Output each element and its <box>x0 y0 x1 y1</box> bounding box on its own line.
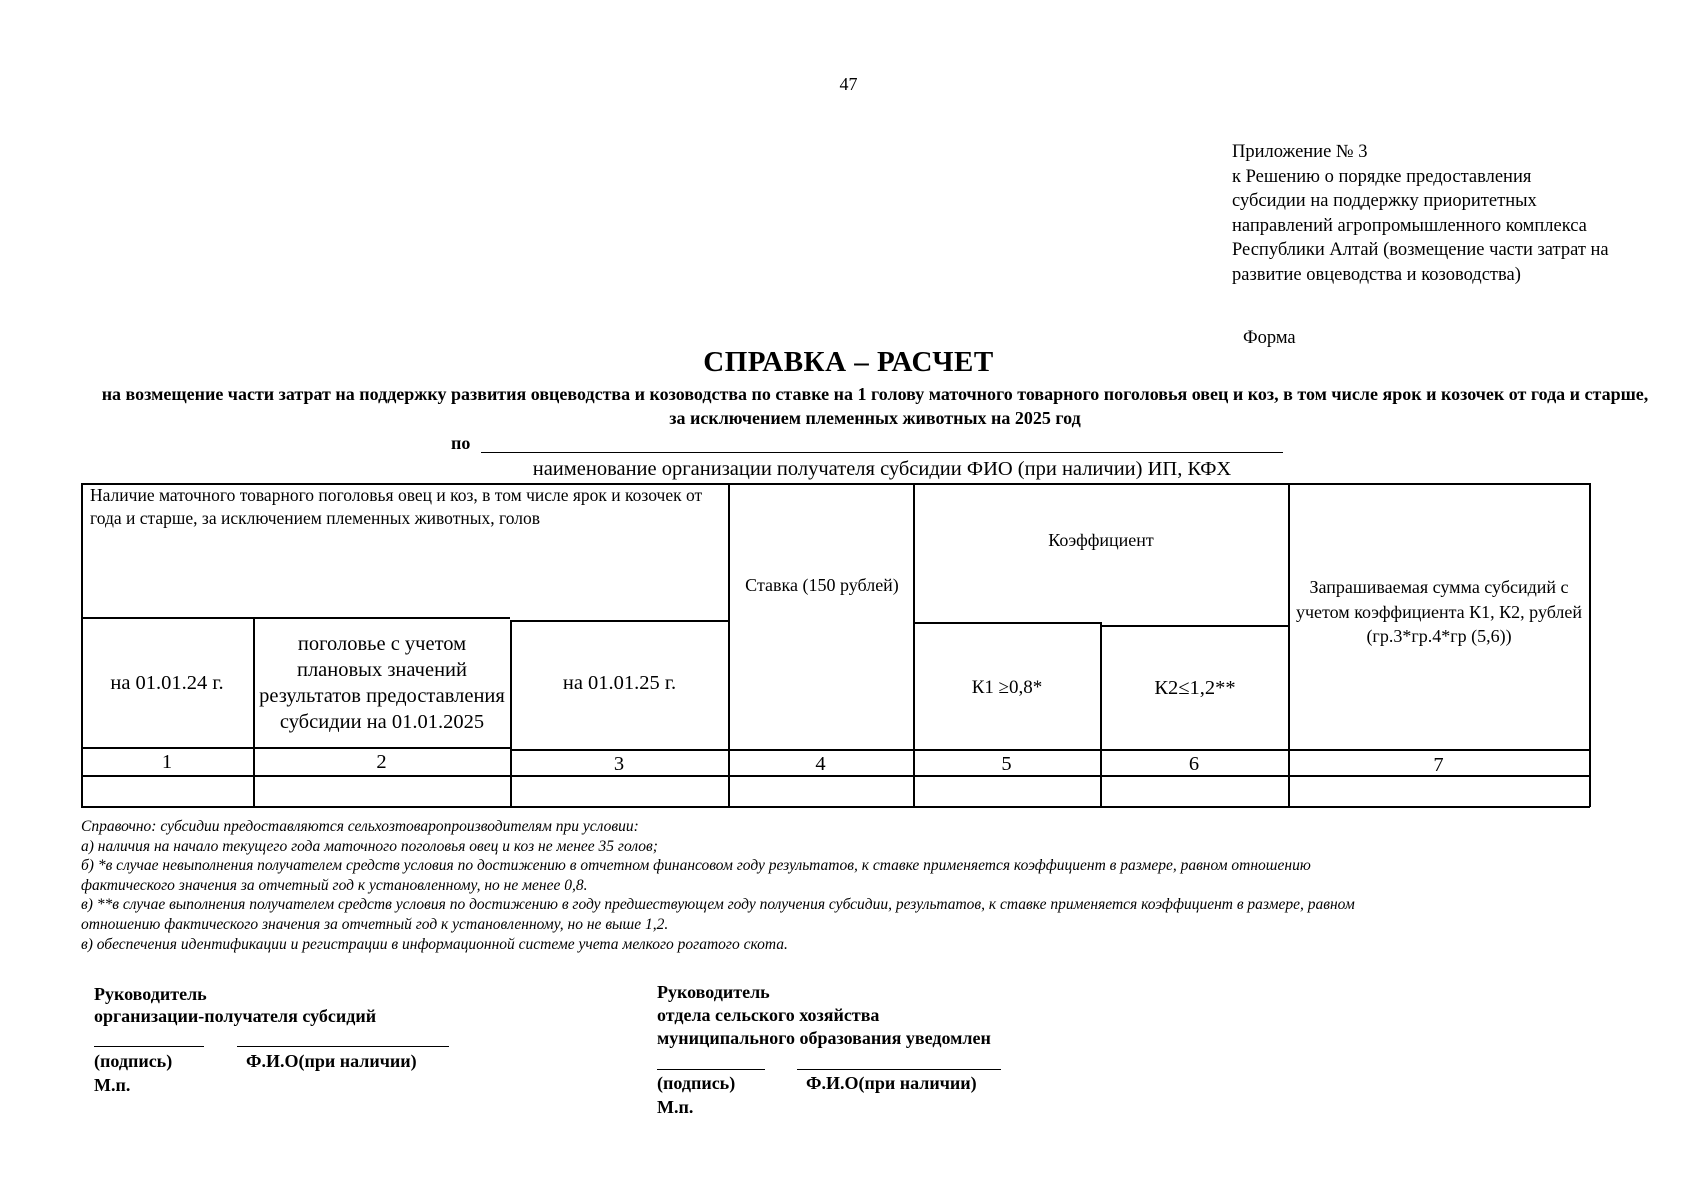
header-planned-livestock: поголовье с учетом плановых значений результатов предоставления субсидии на 01.01.2025 <box>259 633 505 733</box>
signature-line[interactable] <box>94 1046 204 1047</box>
header-coefficient: Коэффициент <box>1048 530 1154 550</box>
table-border-bottom <box>81 806 1590 808</box>
signer-title: Руководитель <box>657 982 770 1002</box>
data-cell-7[interactable] <box>1290 777 1588 805</box>
note-line: а) наличия на начало текущего года маточного поголовья овец и коз не менее 35 голов; <box>81 837 658 855</box>
header-livestock-availability: Наличие маточного товарного поголовья овец и коз, в том числе ярок и козочек от года и старше, за исключением племенных животных, голов <box>90 485 703 528</box>
reference-notes <box>81 817 1641 954</box>
name-line[interactable] <box>797 1069 1001 1070</box>
stamp-place: М.п. <box>657 1097 694 1117</box>
column-number: 7 <box>1433 754 1444 776</box>
column-number: 3 <box>613 753 625 775</box>
table-border-right <box>1589 483 1591 807</box>
note-line: отношению фактического значения за отчетный год к установленному, но не выше 1,2. <box>81 915 669 933</box>
header-date-2025: на 01.01.25 г. <box>562 671 677 694</box>
data-cell-1[interactable] <box>83 777 252 805</box>
signature-caption: (подпись) <box>94 1051 173 1071</box>
data-cell-4[interactable] <box>730 777 912 805</box>
note-line: б) *в случае невыполнения получателем средств условия по достижению в отчетном финансовом году результатов, к ставке применяется коэффициент в размере, равном отношению <box>81 857 1311 875</box>
signature-caption: (подпись) <box>657 1073 736 1093</box>
header-k2: К2≤1,2** <box>1154 676 1236 699</box>
appendix-line: Приложение № 3 <box>1232 142 1368 162</box>
column-number: 5 <box>1001 753 1012 775</box>
column-number: 4 <box>815 753 826 775</box>
header-k1: К1 ≥0,8* <box>971 677 1043 698</box>
column-number: 2 <box>376 751 387 773</box>
organization-name-field[interactable] <box>481 452 1283 453</box>
note-line: в) обеспечения идентификации и регистрации в информационной системе учета мелкого рогатого скота. <box>81 935 788 953</box>
name-caption: Ф.И.О(при наличии) <box>806 1073 977 1093</box>
note-line: Справочно: субсидии предоставляются сельхозтоваропроизводителям при условии: <box>81 818 639 835</box>
appendix-line: Республики Алтай (возмещение части затрат на <box>1232 240 1609 260</box>
signer-municipality: муниципального образования уведомлен <box>657 1028 991 1048</box>
column-number: 1 <box>161 751 173 773</box>
page-number: 47 <box>839 74 858 94</box>
stamp-place: М.п. <box>94 1075 131 1095</box>
data-cell-2[interactable] <box>255 777 509 805</box>
data-cell-3[interactable] <box>512 777 727 805</box>
form-label: Форма <box>1243 328 1296 348</box>
column-number: 6 <box>1188 753 1200 775</box>
name-line[interactable] <box>237 1046 449 1047</box>
appendix-line: субсидии на поддержку приоритетных <box>1232 191 1537 211</box>
name-caption: Ф.И.О(при наличии) <box>246 1051 417 1071</box>
signer-title: Руководитель <box>94 984 207 1004</box>
header-requested-sum: Запрашиваемая сумма субсидий с учетом коэффициента К1, К2, рублей (гр.3*гр.4*гр (5,6)) <box>1295 577 1583 646</box>
header-rate: Ставка (150 рублей) <box>745 575 899 595</box>
po-label: по <box>451 433 471 453</box>
data-cell-5[interactable] <box>915 777 1099 805</box>
data-cell-6[interactable] <box>1102 777 1287 805</box>
document-title: СПРАВКА – РАСЧЕТ <box>703 346 994 378</box>
appendix-block <box>1232 140 1672 287</box>
appendix-line: развитие овцеводства и козоводства) <box>1232 264 1521 285</box>
appendix-line: к Решению о порядке предоставления <box>1232 166 1532 187</box>
note-line: фактического значения за отчетный год к установленному, но не менее 0,8. <box>81 876 588 894</box>
appendix-line: направлений агропромышленного комплекса <box>1232 215 1587 236</box>
signer-department: отдела сельского хозяйства <box>657 1005 880 1025</box>
signature-line[interactable] <box>657 1069 765 1070</box>
organization-field-caption: наименование организации получателя субсидии ФИО (при наличии) ИП, КФХ <box>532 458 1232 480</box>
note-line: в) **в случае выполнения получателем средств условия по достижению в году предшествующем году получения субсидии, результатов, к ставке применяется коэффициент в размере, равном <box>81 896 1355 914</box>
signer-organization: организации-получателя субсидий <box>94 1006 377 1026</box>
header-date-2024: на 01.01.24 г. <box>110 671 224 694</box>
document-subtitle: на возмещение части затрат на поддержку развития овцеводства и козоводства по ставке на 1 голову маточного товарного поголовья овец и коз, в том числе ярок и козочек от года и старше, за исключением племенных животных на 2025 год <box>101 384 1649 428</box>
